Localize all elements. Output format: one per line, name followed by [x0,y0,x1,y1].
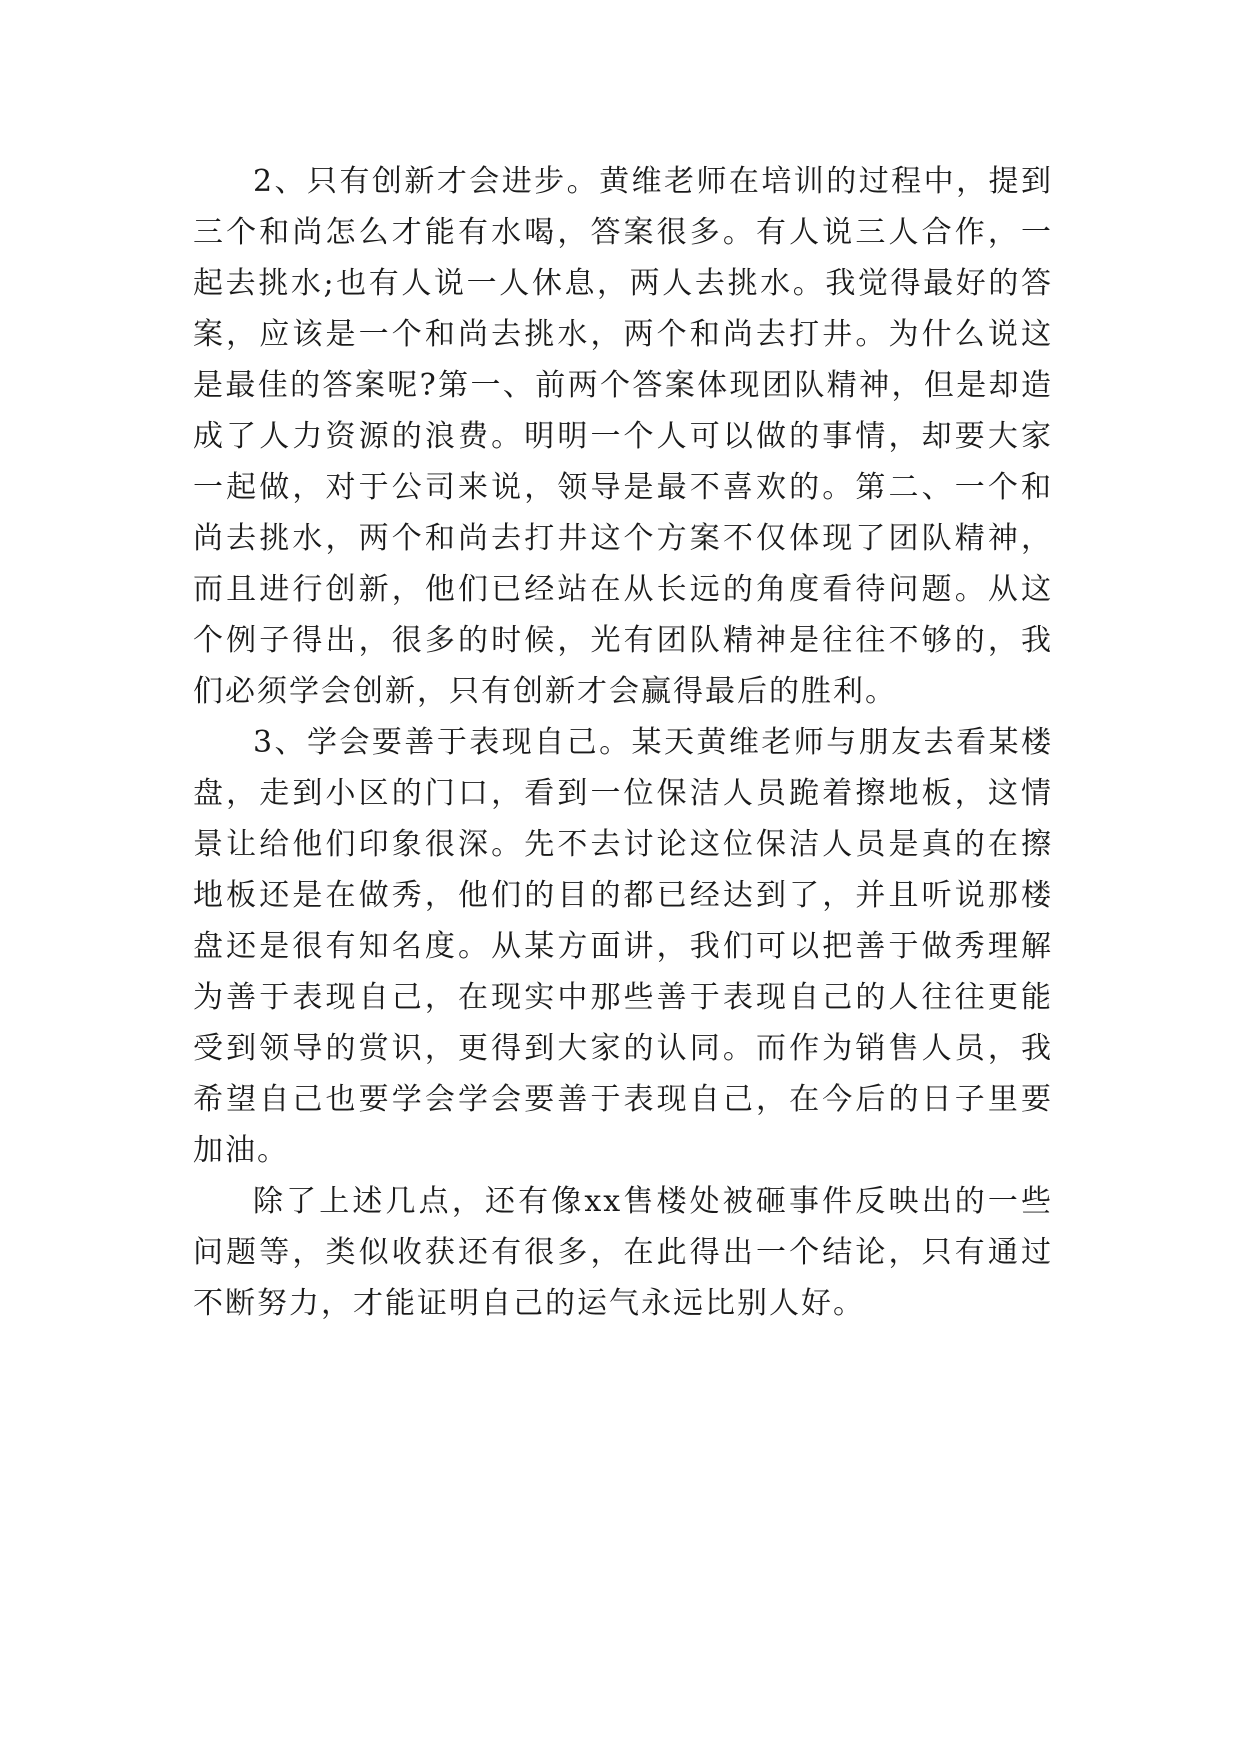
paragraph-self-presentation: 3、学会要善于表现自己。某天黄维老师与朋友去看某楼盘，走到小区的门口，看到一位保洁人员跪着擦地板，这情景让给他们印象很深。先不去讨论这位保洁人员是真的在擦地板还是在做秀，他们的目的都已经达到了，并且听说那楼盘还是很有知名度。从某方面讲，我们可以把善于做秀理解为善于表现自己，在现实中那些善于表现自己的人往往更能受到领导的赏识，更得到大家的认同。而作为销售人员，我希望自己也要学会学会要善于表现自己，在今后的日子里要加油。 [193,725,1053,1168]
paragraph-conclusion: 除了上述几点，还有像xx售楼处被砸事件反映出的一些问题等，类似收获还有很多，在此得出一个结论，只有通过不断努力，才能证明自己的运气永远比别人好。 [193,1184,1053,1321]
paragraph-innovation: 2、只有创新才会进步。黄维老师在培训的过程中，提到三个和尚怎么才能有水喝，答案很多。有人说三人合作，一起去挑水;也有人说一人休息，两人去挑水。我觉得最好的答案，应该是一个和尚去挑水，两个和尚去打井。为什么说这是最佳的答案呢?第一、前两个答案体现团队精神，但是却造成了人力资源的浪费。明明一个人可以做的事情，却要大家一起做，对于公司来说，领导是最不喜欢的。第二、一个和尚去挑水，两个和尚去打井这个方案不仅体现了团队精神，而且进行创新，他们已经站在从长远的角度看待问题。从这个例子得出，很多的时候，光有团队精神是往往不够的，我们必须学会创新，只有创新才会赢得最后的胜利。 [193,164,1053,709]
document-body [193,156,1053,1329]
